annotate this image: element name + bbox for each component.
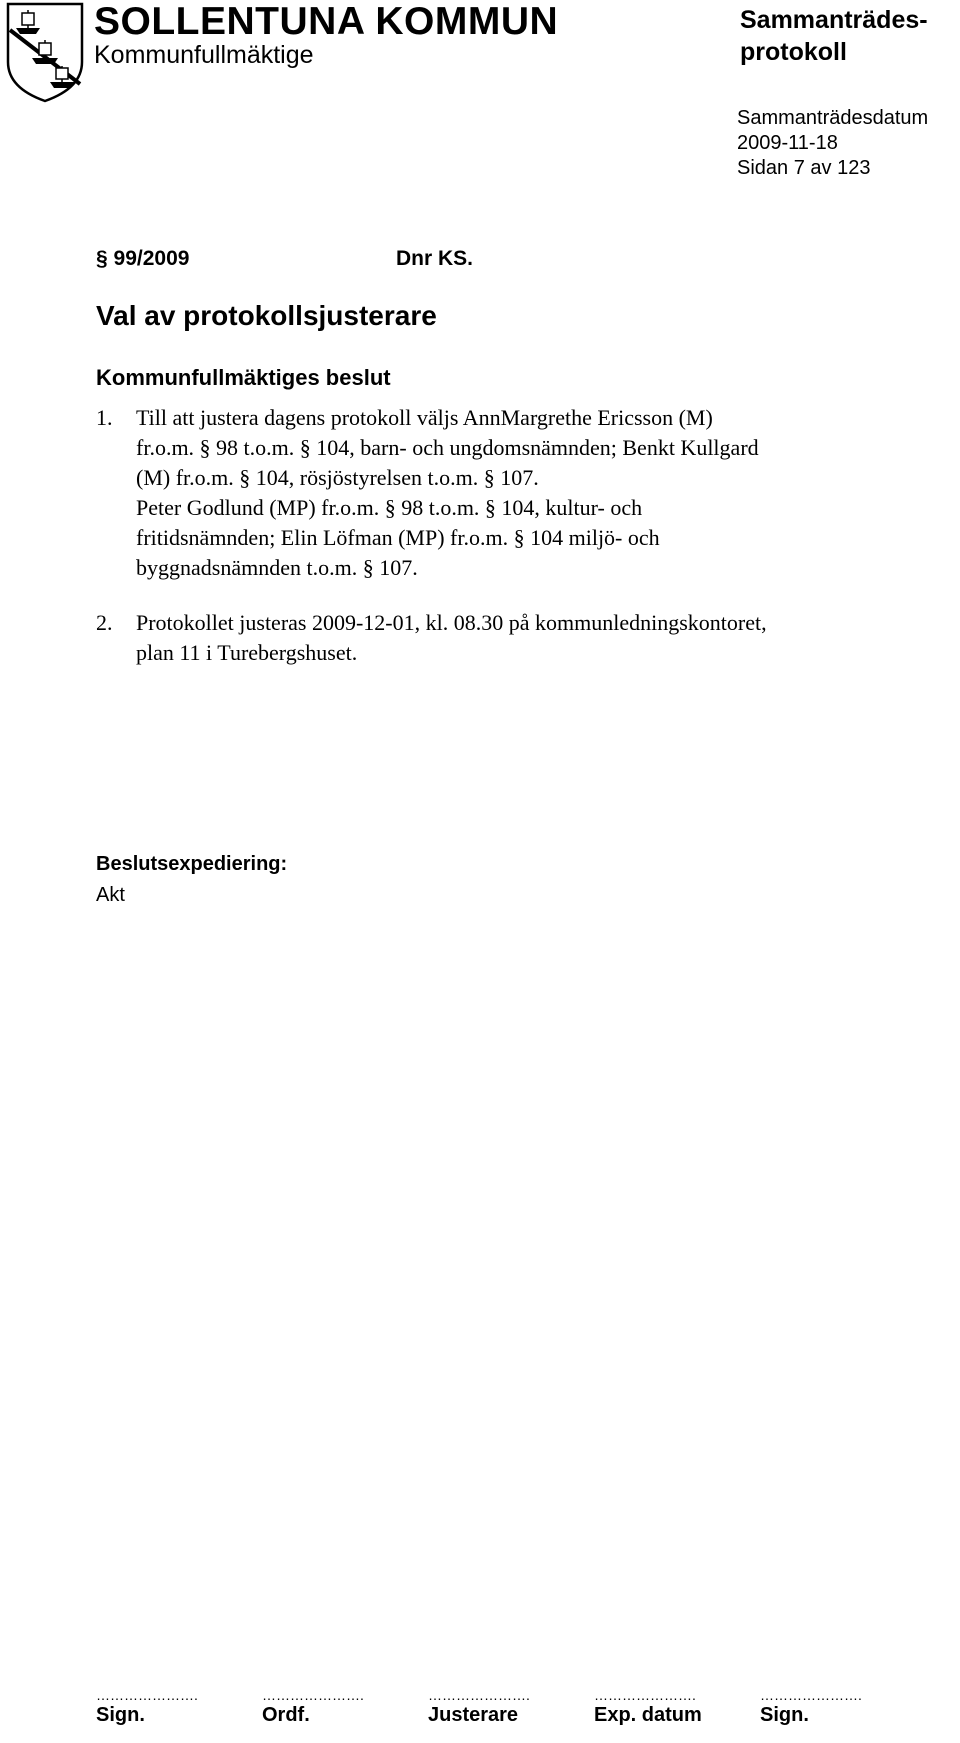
decision-item-1 <box>96 403 936 583</box>
signature-label: Ordf. <box>262 1704 310 1726</box>
decision-heading: Kommunfullmäktiges beslut <box>96 365 391 390</box>
decision-item-number: 2. <box>96 610 113 635</box>
decision-line: byggnadsnämnden t.o.m. § 107. <box>136 555 418 580</box>
organization-name: SOLLENTUNA KOMMUN <box>94 0 559 43</box>
meeting-meta <box>737 106 928 181</box>
decision-line: fritidsnämnden; Elin Löfman (MP) fr.o.m. § 104 miljö- och <box>136 525 660 550</box>
decision-item-text <box>136 608 936 668</box>
decision-item-2 <box>96 608 936 668</box>
decision-line: fr.o.m. § 98 t.o.m. § 104, barn- och ungdomsnämnden; Benkt Kullgard <box>136 435 759 460</box>
page-info: Sidan 7 av 123 <box>737 157 871 179</box>
signature-line: …………………. <box>594 1687 696 1703</box>
document-type-line1: Sammanträdes- <box>740 6 928 34</box>
signature-label: Exp. datum <box>594 1704 702 1726</box>
decision-item-text <box>136 403 936 583</box>
signature-label: Sign. <box>760 1704 809 1726</box>
coat-of-arms-logo <box>2 0 88 105</box>
section-title: Val av protokollsjusterare <box>96 300 437 331</box>
signature-line: …………………. <box>96 1687 198 1703</box>
registration-number: Dnr KS. <box>396 247 474 270</box>
ship-logo-icon <box>2 0 88 105</box>
signature-field-sign <box>96 1688 236 1728</box>
section-number: § 99/2009 <box>96 247 190 270</box>
signature-field-chair <box>262 1688 402 1728</box>
signature-line: …………………. <box>760 1687 862 1703</box>
signature-line: …………………. <box>428 1687 530 1703</box>
signature-label: Sign. <box>96 1704 145 1726</box>
distribution-value: Akt <box>96 884 125 906</box>
document-type <box>740 4 950 68</box>
signature-field-sign-2 <box>760 1688 900 1728</box>
organization-body: Kommunfullmäktige <box>94 41 314 69</box>
decision-item-number: 1. <box>96 405 113 430</box>
signature-field-exp-date <box>594 1688 734 1728</box>
decision-line: (M) fr.o.m. § 104, rösjöstyrelsen t.o.m. § 107. <box>136 465 539 490</box>
decision-line: Protokollet justeras 2009-12-01, kl. 08.30 på kommunledningskontoret, <box>136 610 767 635</box>
signature-line: …………………. <box>262 1687 364 1703</box>
decision-line: Till att justera dagens protokoll väljs AnnMargrethe Ericsson (M) <box>136 405 713 430</box>
signature-label: Justerare <box>428 1704 519 1726</box>
distribution-heading: Beslutsexpediering: <box>96 853 288 875</box>
meeting-date: 2009-11-18 <box>737 132 838 154</box>
document-type-line2: protokoll <box>740 38 847 66</box>
signature-field-adjuster <box>428 1688 568 1728</box>
meeting-date-label: Sammanträdesdatum <box>737 107 929 129</box>
decision-line: Peter Godlund (MP) fr.o.m. § 98 t.o.m. § 104, kultur- och <box>136 495 643 520</box>
decision-line: plan 11 i Turebergshuset. <box>136 640 358 665</box>
